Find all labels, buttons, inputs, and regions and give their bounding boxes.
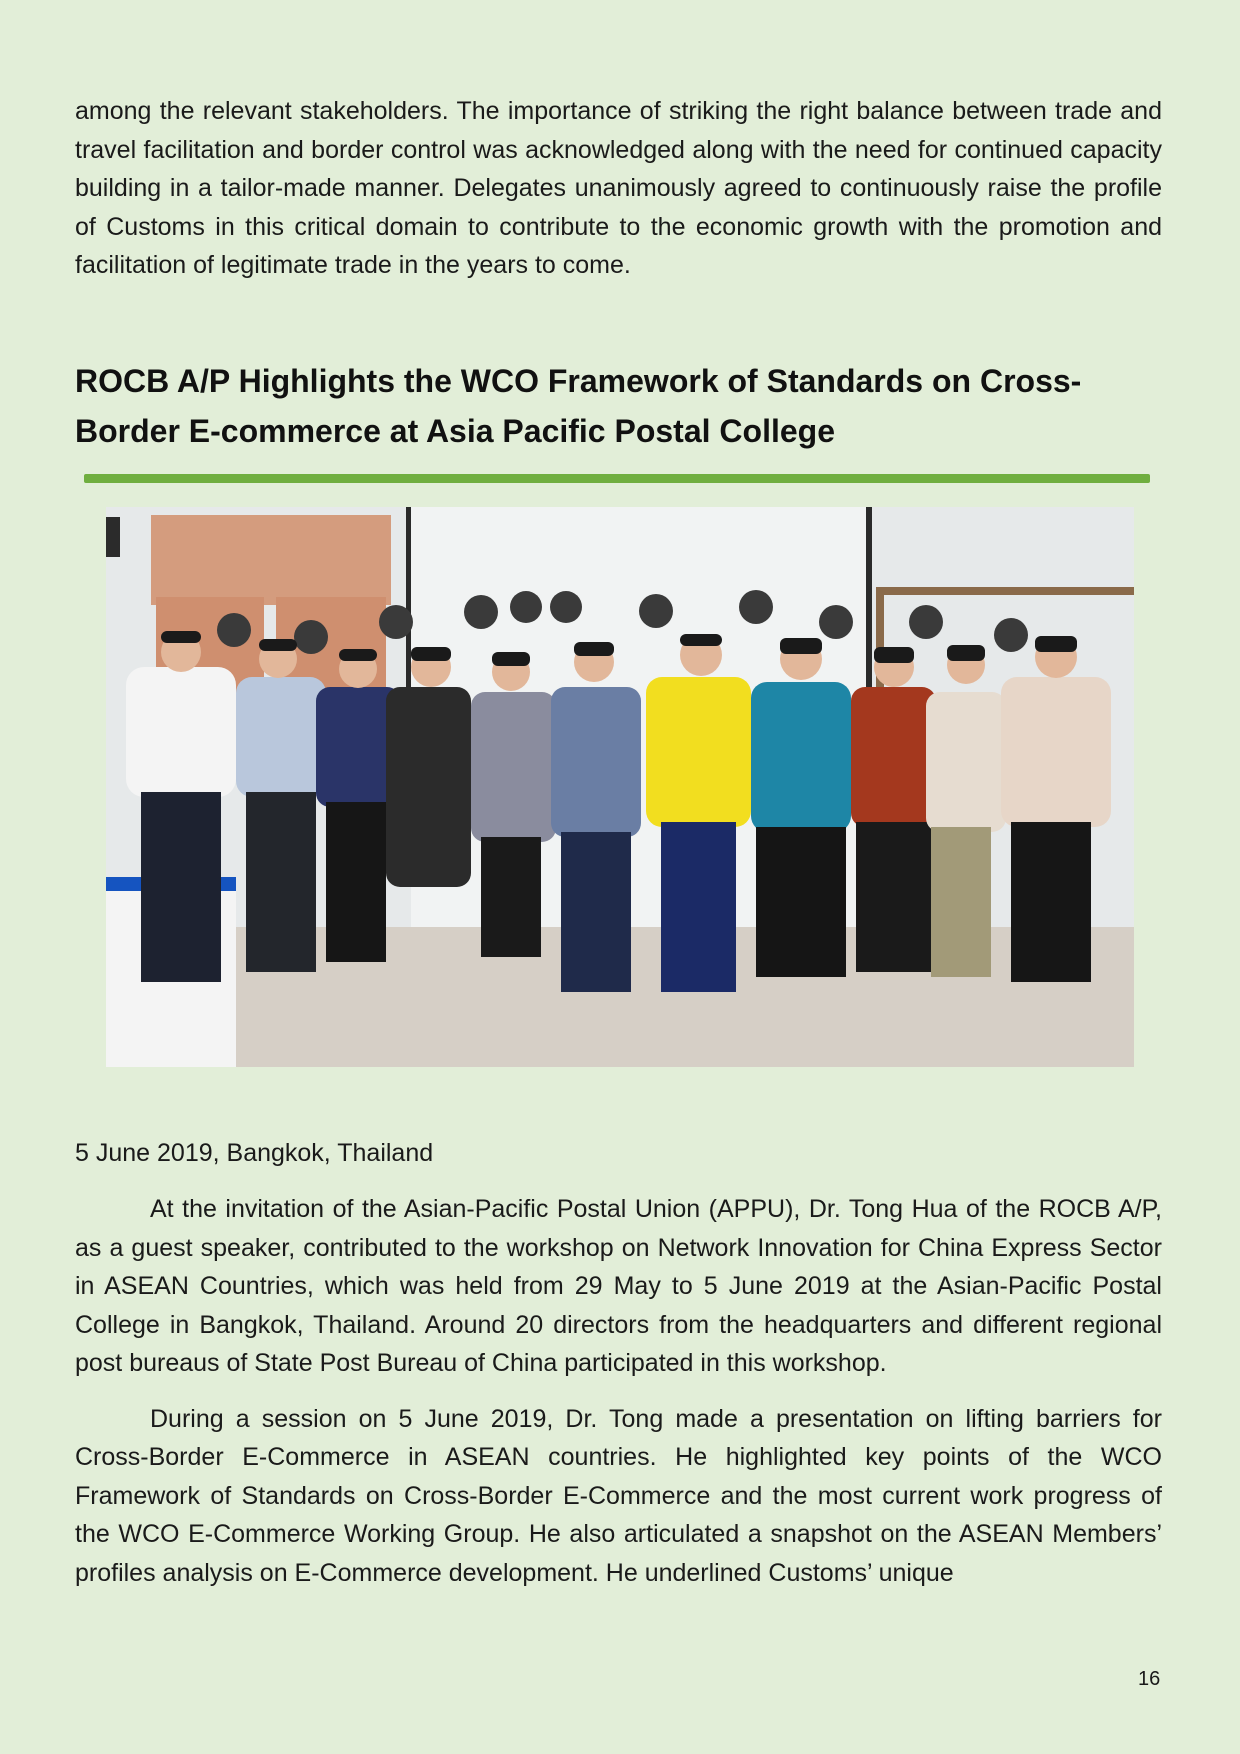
page-number: 16: [1138, 1668, 1161, 1690]
group-photo: [106, 507, 1134, 1067]
title-underline: [84, 474, 1150, 483]
article-paragraph: During a session on 5 June 2019, Dr. Tong made a presentation on lifting barriers for Cross-Border E-Commerce in ASEAN countries. He highlighted key points of the WCO Framework of Standards on Cross-Border E-Commerce and the most current work progress of the WCO E-Commerce Working Group. He also articulated a snapshot on the ASEAN Members’ profiles analysis on E-Commerce development. He underlined Customs’ unique: [75, 1404, 1162, 1587]
top-paragraph: among the relevant stakeholders. The importance of striking the right balance between trade and travel facilitation and border control was acknowledged along with the need for continued capacity building in a tailor-made manner. Delegates unanimously agreed to continuously raise the profile of Customs in this critical domain to contribute to the economic growth with the promotion and facilitation of legitimate trade in the years to come.: [75, 97, 1162, 279]
article-body: [75, 1190, 1162, 1609]
article-paragraph: At the invitation of the Asian-Pacific Postal Union (APPU), Dr. Tong Hua of the ROCB A/P, as a guest speaker, contributed to the workshop on Network Innovation for China Express Sector in ASEAN Countries, which was held from 29 May to 5 June 2019 at the Asian-Pacific Postal College in Bangkok, Thailand. Around 20 directors from the headquarters and different regional post bureaus of State Post Bureau of China participated in this workshop.: [75, 1195, 1162, 1377]
top-paragraph-block: [75, 92, 1162, 285]
article-dateline: 5 June 2019, Bangkok, Thailand: [75, 1139, 434, 1167]
article-title: ROCB A/P Highlights the WCO Framework of Standards on Cross-Border E-commerce at Asia Pacific Postal College: [75, 363, 1082, 449]
